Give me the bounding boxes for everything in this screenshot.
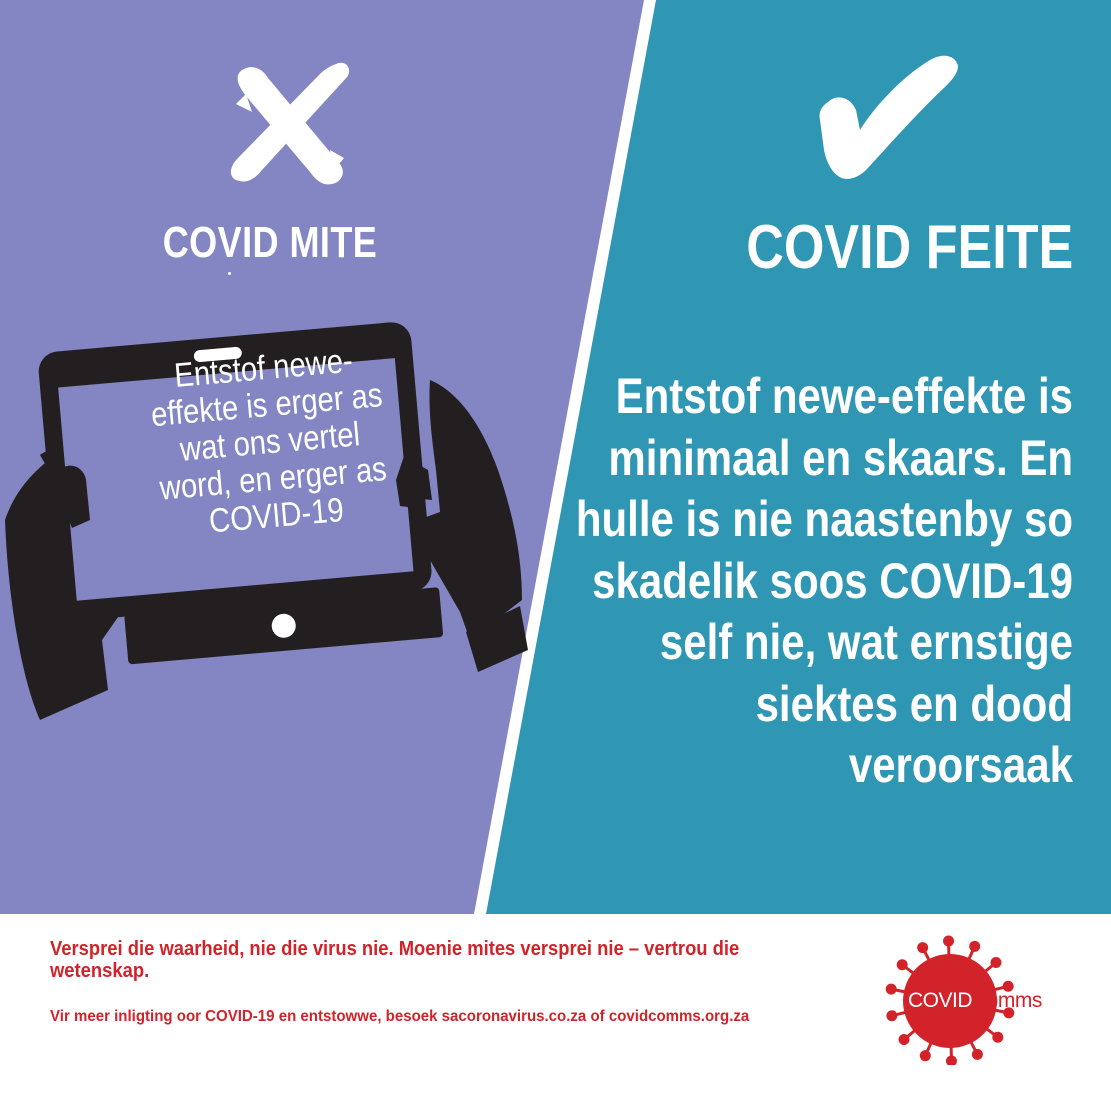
logo-covid: COVID <box>908 989 973 1012</box>
virus-spike-tip <box>899 1034 910 1045</box>
virus-spike-tip <box>972 1049 983 1060</box>
virus-spike-tip <box>920 1050 931 1061</box>
divider-dot <box>228 272 231 275</box>
logo-wordmark <box>908 989 1042 1013</box>
virus-spike-tip <box>990 957 1001 968</box>
virus-spike-tip <box>992 1032 1003 1043</box>
myth-title: COVID MITE <box>162 218 378 267</box>
myth-statement: Entstof newe-effekte is erger as wat ons vertel word, en erger as COVID-19 <box>149 341 389 541</box>
virus-spike-tip <box>886 984 897 995</box>
virus-spike-tip <box>943 936 954 947</box>
virus-spike-tip <box>969 941 980 952</box>
fact-statement: Entstof newe-effekte is minimaal en skaars. En hulle is nie naastenby so skadelik soos COVID-19 self nie, wat ernstige siektes en dood veroorsaak <box>575 368 1073 793</box>
logo-comms: Comms <box>972 989 1042 1012</box>
footer-tagline: Versprei die waarheid, nie die virus nie. Moenie mites versprei nie – vertrou die wetenskap. <box>50 938 740 982</box>
footer-info: Vir meer inligting oor COVID-19 en entstowwe, besoek sacoronavirus.co.za of covidcomms.org.za <box>50 1008 750 1025</box>
virus-spike-tip <box>917 942 928 953</box>
fact-title: COVID FEITE <box>746 213 1073 282</box>
virus-spike-tip <box>897 959 908 970</box>
covidcomms-logo <box>880 935 1080 1065</box>
virus-spike-tip <box>886 1010 897 1021</box>
virus-spike-tip <box>946 1055 957 1065</box>
